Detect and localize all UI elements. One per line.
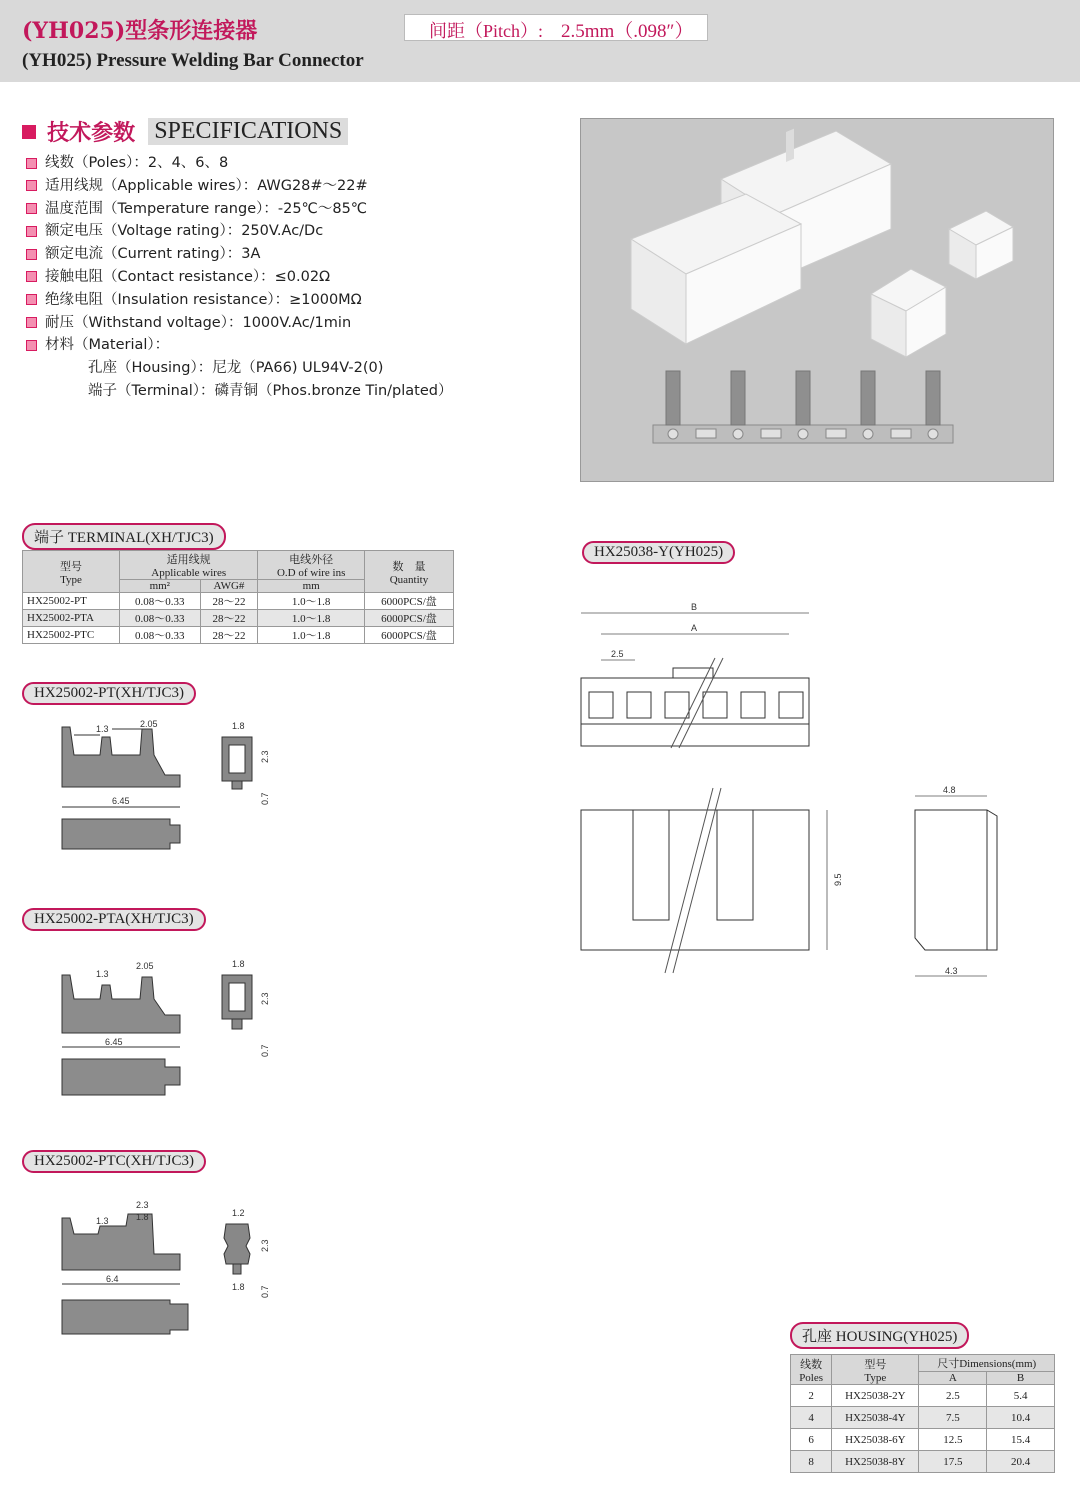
- ptc-width2: 1.8: [232, 1282, 245, 1292]
- title-en: (YH025) Pressure Welding Bar Connector: [22, 50, 364, 71]
- housing-section-label: 孔座 HOUSING(YH025): [790, 1322, 969, 1349]
- terminal-h-od: 电线外径 O.D of wire ins: [258, 551, 365, 580]
- pt-base: 0.7: [260, 792, 270, 805]
- pitch-box: [404, 14, 708, 41]
- material-terminal: 端子（Terminal）：磷青铜（Phos.bronze Tin/plated）: [88, 382, 453, 399]
- ptc-d2: 2.3: [136, 1200, 149, 1210]
- spec-title-en: SPECIFICATIONS: [148, 118, 348, 145]
- pta-d1: 1.3: [96, 969, 109, 979]
- spec-item: 线数（Poles）：2、4、6、8: [26, 152, 453, 175]
- spec-item: 接触电阻（Contact resistance）：≤0.02Ω: [26, 266, 453, 289]
- pta-width: 1.8: [232, 959, 245, 969]
- spec-heading: [22, 116, 348, 147]
- bullet-icon: [26, 226, 37, 237]
- pitch-value: 2.5mm（.098″）: [561, 21, 694, 42]
- bullet-icon: [26, 158, 37, 169]
- pta-length: 6.45: [105, 1037, 123, 1047]
- title-cn: (YH025)型条形连接器: [22, 18, 258, 44]
- terminal-section-label: 端子 TERMINAL(XH/TJC3): [22, 523, 226, 550]
- table-row: HX25002-PT 0.08～0.33 28～22 1.0～1.8 6000PCS/盘: [23, 593, 454, 610]
- bullet-icon: [26, 203, 37, 214]
- housing-drawing: [575, 598, 1005, 988]
- ptc-height: 2.3: [260, 1239, 270, 1252]
- pta-height: 2.3: [260, 992, 270, 1005]
- table-row: 6 HX25038-6Y 12.5 15.4: [791, 1429, 1055, 1451]
- connector-photo-illustration: [581, 119, 1053, 481]
- spec-item: 耐压（Withstand voltage）：1000V.Ac/1min: [26, 312, 453, 335]
- bullet-icon: [26, 340, 37, 351]
- terminal-h-od-unit: mm: [258, 580, 365, 593]
- bullet-icon: [26, 180, 37, 191]
- pt-d2: 2.05: [140, 719, 158, 729]
- terminal-h-type: 型号 Type: [23, 551, 120, 593]
- ptc-d1: 1.3: [96, 1216, 109, 1226]
- terminal-table: [22, 550, 454, 644]
- housing-a: A: [691, 623, 698, 633]
- spec-item: 温度范围（Temperature range）：-25℃～85℃: [26, 198, 453, 221]
- table-row: 2 HX25038-2Y 2.5 5.4: [791, 1385, 1055, 1407]
- housing-b: B: [691, 602, 698, 612]
- bullet-icon: [26, 271, 37, 282]
- spec-item: 适用线规（Applicable wires）：AWG28#～22#: [26, 175, 453, 198]
- ptc-d3: 1.8: [136, 1212, 149, 1222]
- pta-d2: 2.05: [136, 961, 154, 971]
- square-icon: [22, 125, 36, 139]
- housing-h-a: A: [919, 1372, 987, 1385]
- spec-item: 额定电流（Current rating）：3A: [26, 243, 453, 266]
- terminal-h-awg: AWG#: [200, 580, 258, 593]
- product-photo: [580, 118, 1054, 482]
- terminal-h-mm2: mm²: [120, 580, 201, 593]
- spec-item: 绝缘电阻（Insulation resistance）：≥1000MΩ: [26, 289, 453, 312]
- spec-item: 材料（Material）：: [26, 334, 453, 357]
- spec-item: 额定电压（Voltage rating）：250V.Ac/Dc: [26, 220, 453, 243]
- housing-height: 9.5: [833, 873, 843, 886]
- bullet-icon: [26, 249, 37, 260]
- pt-width: 1.8: [232, 721, 245, 731]
- ptc-drawing: [40, 1198, 300, 1348]
- pta-drawing: [40, 955, 300, 1115]
- housing-h-b: B: [987, 1372, 1055, 1385]
- bullet-icon: [26, 294, 37, 305]
- table-row: 4 HX25038-4Y 7.5 10.4: [791, 1407, 1055, 1429]
- bullet-icon: [26, 317, 37, 328]
- ptc-section-label: HX25002-PTC(XH/TJC3): [22, 1150, 206, 1173]
- housing-h-poles: 线数 Poles: [791, 1355, 832, 1385]
- housing-pitch: 2.5: [611, 649, 624, 659]
- pt-d1: 1.3: [96, 724, 109, 734]
- housing-drawing-label: HX25038-Y(YH025): [582, 541, 735, 564]
- housing-h-type: 型号 Type: [832, 1355, 919, 1385]
- pitch-label: 间距（Pitch）:: [429, 21, 544, 41]
- housing-h-dim: 尺寸Dimensions(mm): [919, 1355, 1055, 1372]
- housing-table: [790, 1354, 1055, 1473]
- pta-base: 0.7: [260, 1044, 270, 1057]
- pt-length: 6.45: [112, 796, 130, 806]
- pt-drawing: [40, 715, 300, 865]
- table-row: HX25002-PTA 0.08～0.33 28～22 1.0～1.8 6000PCS/盘: [23, 610, 454, 627]
- pt-height: 2.3: [260, 750, 270, 763]
- table-row: 8 HX25038-8Y 17.5 20.4: [791, 1451, 1055, 1473]
- housing-top-width: 4.8: [943, 785, 956, 795]
- pta-section-label: HX25002-PTA(XH/TJC3): [22, 908, 206, 931]
- terminal-h-qty: 数 量 Quantity: [364, 551, 453, 593]
- housing-bottom-width: 4.3: [945, 966, 958, 976]
- ptc-width: 1.2: [232, 1208, 245, 1218]
- spec-title-cn: 技术参数: [47, 121, 136, 146]
- spec-list: [26, 152, 453, 403]
- ptc-length: 6.4: [106, 1274, 119, 1284]
- pt-section-label: HX25002-PT(XH/TJC3): [22, 682, 196, 705]
- ptc-base: 0.7: [260, 1285, 270, 1298]
- table-row: HX25002-PTC 0.08～0.33 28～22 1.0～1.8 6000PCS/盘: [23, 627, 454, 644]
- terminal-h-wires: 适用线规 Applicable wires: [120, 551, 258, 580]
- material-housing: 孔座（Housing）：尼龙（PA66) UL94V-2(0): [88, 360, 384, 377]
